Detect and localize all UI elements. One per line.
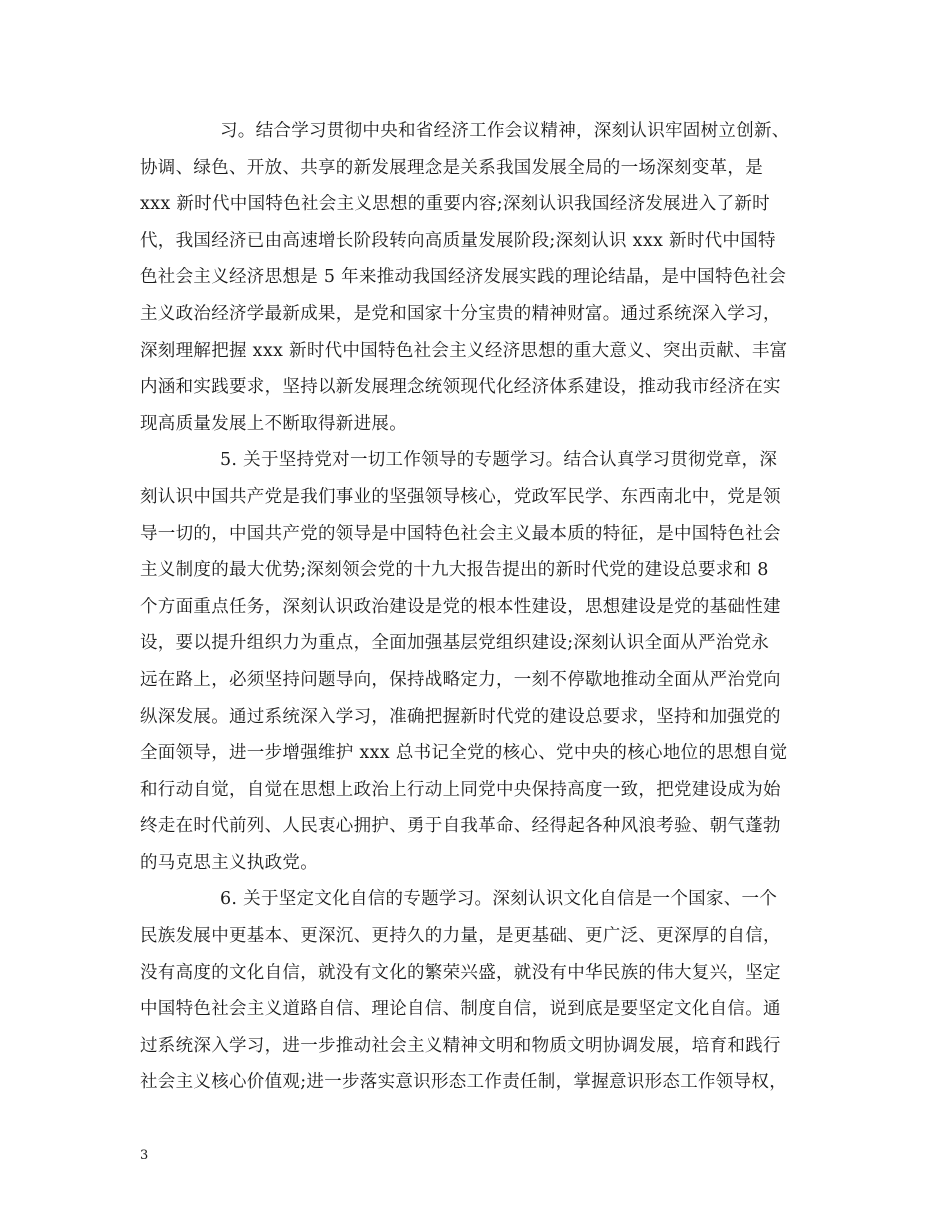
body-text [140,113,820,1101]
text-line: 全面领导，进一步增强维护 xxx 总书记全党的核心、党中央的核心地位的思想自觉 [140,743,788,764]
text-line: 色社会主义经济思想是 5 年来推动我国经济发展实践的理论结晶，是中国特色社会 [140,267,787,288]
text-line: 没有高度的文化自信，就没有文化的繁荣兴盛，就没有中华民族的伟大复兴，坚定 [140,962,781,983]
text-line: 社会主义核心价值观;进一步落实意识形态工作责任制，掌握意识形态工作领导权， [140,1072,787,1093]
text-line: 内涵和实践要求，坚持以新发展理念统领现代化经济体系建设，推动我市经济在实 [140,377,781,398]
text-line: 民族发展中更基本、更深沉、更持久的力量，是更基础、更广泛、更深厚的自信， [140,926,781,947]
text-line: 设，要以提升组织力为重点，全面加强基层党组织建设;深刻认识全面从严治党永 [140,633,770,654]
text-line: 的马克思主义执政党。 [140,852,318,873]
text-line: xxx 新时代中国特色社会主义思想的重要内容;深刻认识我国经济发展进入了新时 [140,194,770,215]
text-line: 中国特色社会主义道路自信、理论自信、制度自信，说到底是要坚定文化自信。通 [140,999,781,1020]
text-line: 代，我国经济已由高速增长阶段转向高质量发展阶段;深刻认识 xxx 新时代中国特 [140,230,776,251]
text-line: 远在路上，必须坚持问题导向，保持战略定力，一刻不停歇地推动全面从严治党向 [140,669,781,690]
text-line: 6. 关于坚定文化自信的专题学习。深刻认识文化自信是一个国家、一个 [220,889,778,910]
paragraph [140,881,820,1101]
text-line: 纵深发展。通过系统深入学习，准确把握新时代党的建设总要求，坚持和加强党的 [140,706,781,727]
text-line: 协调、绿色、开放、共享的新发展理念是关系我国发展全局的一场深刻变革，是 [140,157,763,178]
paragraph [140,113,820,442]
text-line: 现高质量发展上不断取得新进展。 [140,413,407,434]
text-line: 主义政治经济学最新成果，是党和国家十分宝贵的精神财富。通过系统深入学习， [140,303,781,324]
text-line: 主义制度的最大优势;深刻领会党的十九大报告提出的新时代党的建设总要求和 8 [140,560,769,581]
paragraph [140,442,820,881]
text-line: 深刻理解把握 xxx 新时代中国特色社会主义经济思想的重大意义、突出贡献、丰富 [140,340,788,361]
text-line: 过系统深入学习，进一步推动社会主义精神文明和物质文明协调发展，培育和践行 [140,1035,781,1056]
page-number: 3 [140,1148,149,1163]
text-line: 个方面重点任务，深刻认识政治建设是党的根本性建设，思想建设是党的基础性建 [140,596,781,617]
text-line: 习。结合学习贯彻中央和省经济工作会议精神，深刻认识牢固树立创新、 [220,121,790,141]
text-line: 刻认识中国共产党是我们事业的坚强领导核心，党政军民学、东西南北中，党是领 [140,486,781,507]
text-line: 5. 关于坚持党对一切工作领导的专题学习。结合认真学习贯彻党章，深 [220,450,778,471]
text-line: 终走在时代前列、人民衷心拥护、勇于自我革命、经得起各种风浪考验、朝气蓬勃 [140,816,781,837]
text-line: 导一切的，中国共产党的领导是中国特色社会主义最本质的特征，是中国特色社会 [140,523,781,544]
text-line: 和行动自觉，自觉在思想上政治上行动上同党中央保持高度一致，把党建设成为始 [140,779,781,800]
